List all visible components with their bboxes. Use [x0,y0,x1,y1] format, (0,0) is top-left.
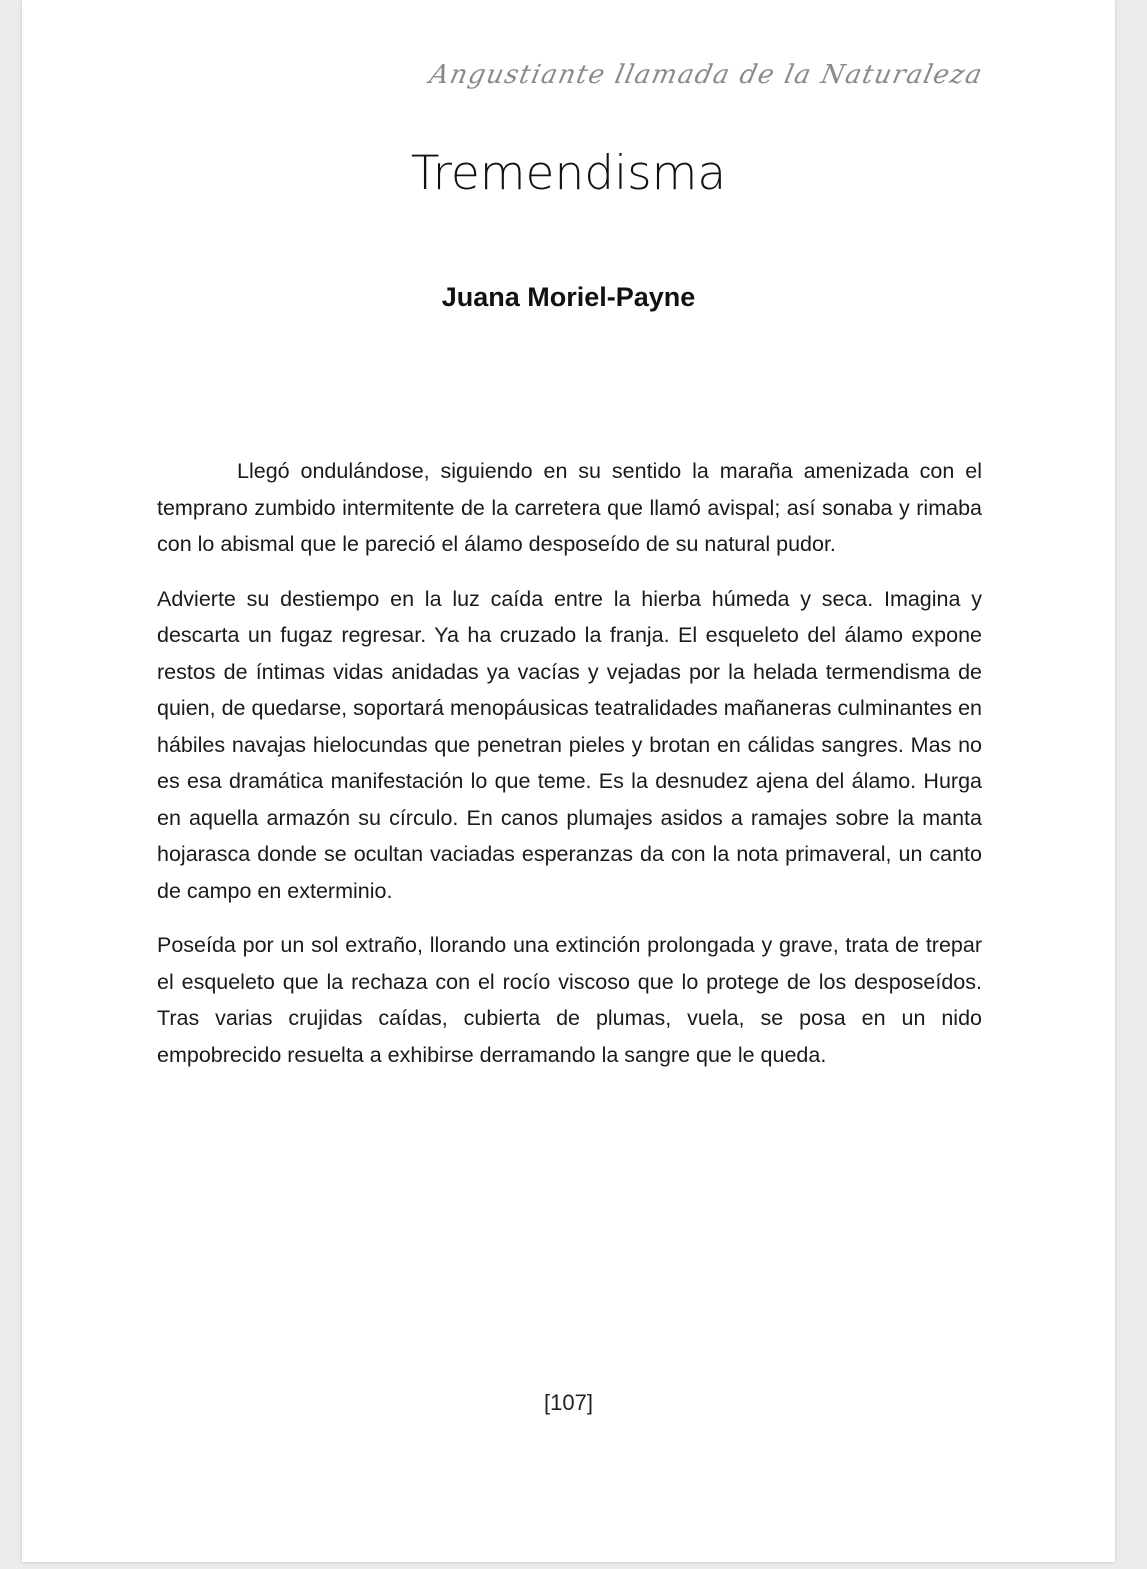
paragraph: Llegó ondulándose, siguiendo en su sentido la maraña amenizada con el temprano zumbido intermitente de la carretera que llamó avispal; así sonaba y rimaba con lo abismal que le pareció el álamo desposeído de su natural pudor. [157,459,982,556]
paragraph: Poseída por un sol extraño, llorando una extinción prolongada y grave, trata de trepar el esqueleto que la rechaza con el rocío viscoso que lo protege de los desposeídos. Tras varias crujidas caídas, cubierta de plumas, vuela, se posa en un nido empobrecido resuelta a exhibirse derramando la sangre que le queda. [157,933,982,1067]
running-header: Angustiante llamada de la Naturaleza [427,60,987,90]
page-number: [107] [544,1390,593,1415]
author-name: Juana Moriel-Payne [441,282,696,312]
body-text [157,453,982,1091]
page [22,0,1115,1562]
paragraph: Advierte su destiempo en la luz caída entre la hierba húmeda y seca. Imagina y descarta un fugaz regresar. Ya ha cruzado la franja. El esqueleto del álamo expone restos de íntimas vidas anidadas ya vacías y vejadas por la helada termendisma de quien, de quedarse, soportará menopáusicas teatralidades mañaneras culminantes en hábiles navajas hielocundas que penetran pieles y brotan en cálidas sangres. Mas no es esa dramática manifestación lo que teme. Es la desnudez ajena del álamo. Hurga en aquella armazón su círculo. En canos plumajes asidos a ramajes sobre la manta hojarasca donde se ocultan vaciadas esperanzas da con la nota primaveral, un canto de campo en exterminio. [157,586,982,903]
page-title: Tremendisma [410,146,727,201]
